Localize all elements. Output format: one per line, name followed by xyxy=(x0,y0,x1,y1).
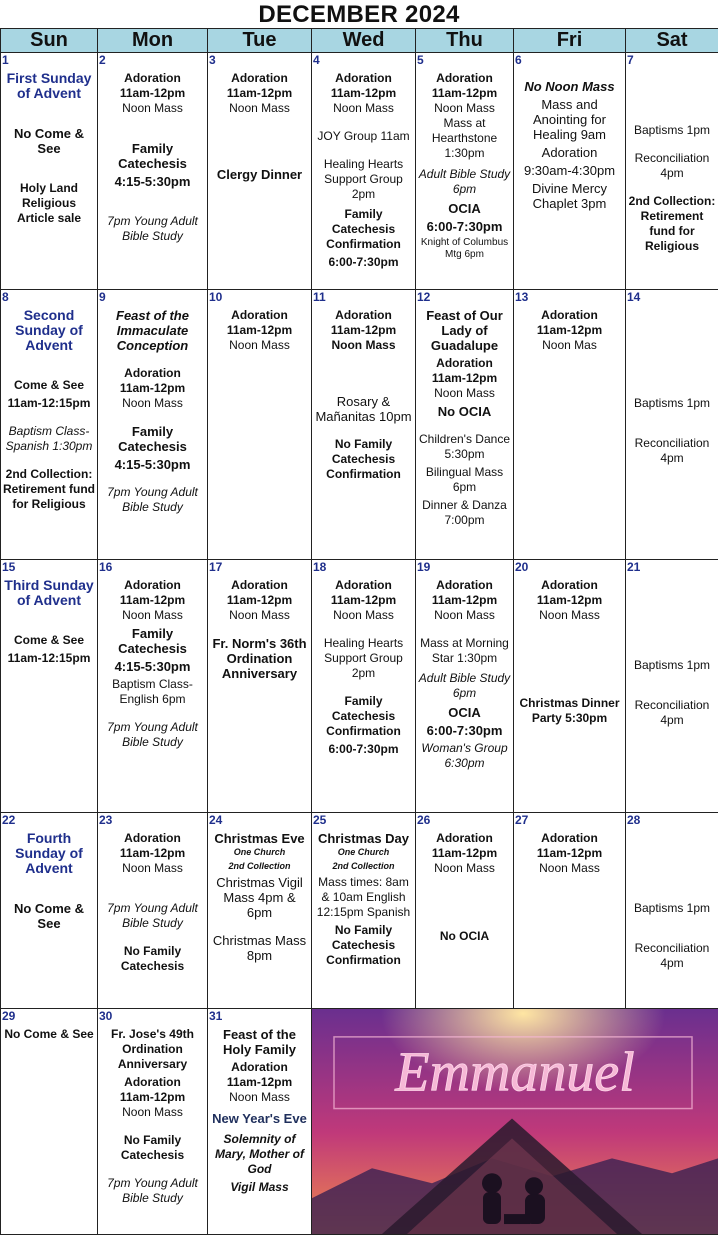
day-cell-9 xyxy=(98,290,208,560)
event: Adoration xyxy=(335,578,392,592)
event-time: 11am-12pm xyxy=(119,1090,186,1104)
event: Clergy Dinner xyxy=(216,167,303,182)
event-time: 11am-12pm xyxy=(119,593,186,607)
event-time: 9:30am-4:30pm xyxy=(523,163,616,178)
day-cell-3 xyxy=(208,53,312,290)
event: Noon Mass xyxy=(229,1090,290,1104)
event: 2nd Collection xyxy=(332,861,395,871)
day-number: 29 xyxy=(2,1009,16,1023)
event-title: Christmas Eve xyxy=(214,831,305,846)
day-cell-14 xyxy=(626,290,718,560)
event-time: 11am-12pm xyxy=(536,593,603,607)
event-time: 11am-12pm xyxy=(226,593,293,607)
event: 7pm Young Adult Bible Study xyxy=(107,1176,198,1205)
event: No Come & See xyxy=(13,901,85,931)
week-row xyxy=(1,560,718,813)
day-number: 24 xyxy=(209,813,223,827)
event: Healing Hearts Support Group 2pm xyxy=(323,636,404,680)
event: Family Catechesis Confirmation xyxy=(326,207,401,251)
event: Noon Mass xyxy=(434,101,495,115)
day-cell-30 xyxy=(98,1009,208,1235)
day-cell-21 xyxy=(626,560,718,813)
day-cell-29 xyxy=(1,1009,98,1235)
event: Adoration xyxy=(335,71,392,85)
day-number: 10 xyxy=(209,290,223,304)
event: Baptism Class- Spanish 1:30pm xyxy=(5,424,93,453)
day-number: 31 xyxy=(209,1009,223,1023)
event-time: 11am-12pm xyxy=(119,86,186,100)
event-title: Feast of Our Lady of Guadalupe xyxy=(426,308,503,353)
event: Christmas Mass 8pm xyxy=(212,933,307,963)
event: Noon Mass xyxy=(539,861,600,875)
event-time: 11am-12pm xyxy=(226,323,293,337)
event: Children's Dance 5:30pm xyxy=(418,432,510,461)
day-number: 30 xyxy=(99,1009,113,1023)
event-time: 11am-12pm xyxy=(536,323,603,337)
event: Noon Mass xyxy=(434,861,495,875)
day-cell-6 xyxy=(514,53,626,290)
day-number: 3 xyxy=(209,53,216,67)
event-time: 6:00-7:30pm xyxy=(328,742,399,756)
event: No Family Catechesis xyxy=(120,1133,185,1162)
event: OCIA xyxy=(448,705,481,720)
event: Noon Mass xyxy=(333,608,394,622)
event: Noon Mas xyxy=(542,338,597,352)
week-row xyxy=(1,290,718,560)
event: Noon Mass xyxy=(122,101,183,115)
calendar-grid xyxy=(0,28,718,1235)
event: Reconciliation 4pm xyxy=(634,151,710,180)
event: Mass times: 8am & 10am English 12:15pm Spanish xyxy=(316,875,411,919)
day-number: 17 xyxy=(209,560,223,574)
event: Adult Bible Study 6pm xyxy=(418,167,511,196)
day-number: 12 xyxy=(417,290,431,304)
event: No Come & See xyxy=(13,126,85,156)
event-time: 11am-12pm xyxy=(536,846,603,860)
event: Adoration xyxy=(124,1075,181,1089)
day-cell-27 xyxy=(514,813,626,1009)
event: Fr. Norm's 36th Ordination Anniversary xyxy=(212,636,307,681)
day-cell-5 xyxy=(416,53,514,290)
day-number: 21 xyxy=(627,560,641,574)
event: New Year's Eve xyxy=(212,1111,307,1126)
day-cell-17 xyxy=(208,560,312,813)
event-time: 11am-12pm xyxy=(431,371,498,385)
day-cell-23 xyxy=(98,813,208,1009)
weekday-fri: Fri xyxy=(514,29,626,53)
event-title: Feast of the Holy Family xyxy=(223,1027,296,1057)
day-number: 9 xyxy=(99,290,106,304)
event-time: 4:15-5:30pm xyxy=(114,174,191,189)
event: Adoration xyxy=(335,308,392,322)
event: Rosary & Mañanitas 10pm xyxy=(315,394,412,424)
event: Adoration xyxy=(541,578,598,592)
weekday-wed: Wed xyxy=(312,29,416,53)
event-title: Third Sunday of Advent xyxy=(4,577,94,608)
event-time: 11am-12pm xyxy=(431,86,498,100)
event-time: 4:15-5:30pm xyxy=(114,659,191,674)
day-cell-31 xyxy=(208,1009,312,1235)
day-cell-24 xyxy=(208,813,312,1009)
event: No Come & See xyxy=(4,1027,94,1041)
event: Knight of Columbus Mtg 6pm xyxy=(420,237,509,260)
emmanuel-text: Emmanuel xyxy=(395,1041,635,1104)
event: No Family Catechesis Confirmation xyxy=(326,437,401,481)
event-time: 11am-12pm xyxy=(431,593,498,607)
day-number: 20 xyxy=(515,560,529,574)
event: Family Catechesis xyxy=(118,626,187,656)
event: Mass and Anointing for Healing 9am xyxy=(533,97,606,142)
event: Mass at Hearthstone 1:30pm xyxy=(431,116,498,160)
event: Adoration xyxy=(231,578,288,592)
event: Healing Hearts Support Group 2pm xyxy=(323,157,404,201)
event: Adoration xyxy=(436,831,493,845)
event: No Noon Mass xyxy=(524,79,615,94)
day-cell-18 xyxy=(312,560,416,813)
event: Christmas Dinner Party 5:30pm xyxy=(519,696,620,725)
day-number: 1 xyxy=(2,53,9,67)
event-time: 11am-12pm xyxy=(226,1075,293,1089)
event: Adoration xyxy=(436,578,493,592)
event: Noon Mass xyxy=(229,338,290,352)
weekday-header-row xyxy=(1,29,718,53)
event: 7pm Young Adult Bible Study xyxy=(107,720,198,749)
calendar-title: DECEMBER 2024 xyxy=(258,1,460,28)
event: Noon Mass xyxy=(434,608,495,622)
event: Adoration xyxy=(541,308,598,322)
event: Mass at Morning Star 1:30pm xyxy=(420,636,509,665)
day-number: 4 xyxy=(313,53,320,67)
week-row xyxy=(1,1009,718,1235)
event: Noon Mass xyxy=(229,608,290,622)
event: Baptism Class- English 6pm xyxy=(112,677,193,706)
day-number: 13 xyxy=(515,290,529,304)
event: Noon Mass xyxy=(434,386,495,400)
event: 2nd Collection: Retirement fund for Religious xyxy=(628,194,716,253)
event-time: 11am-12pm xyxy=(330,593,397,607)
event-title: First Sunday of Advent xyxy=(6,70,92,101)
event: Baptisms 1pm xyxy=(633,123,711,137)
day-cell-20 xyxy=(514,560,626,813)
event-time: 11am-12pm xyxy=(330,86,397,100)
day-cell-4 xyxy=(312,53,416,290)
day-number: 11 xyxy=(313,290,326,304)
event: Baptisms 1pm xyxy=(633,901,711,915)
day-cell-28 xyxy=(626,813,718,1009)
event: Noon Mass xyxy=(229,101,290,115)
event: One Church xyxy=(337,847,390,857)
event: Woman's Group 6:30pm xyxy=(421,741,508,770)
day-number: 6 xyxy=(515,53,522,67)
event: Adoration xyxy=(231,1060,288,1074)
event: Noon Mass xyxy=(122,608,183,622)
event: Adoration xyxy=(124,366,181,380)
event-time: 11am-12:15pm xyxy=(7,651,91,665)
event-title: Fourth Sunday of Advent xyxy=(15,830,83,876)
event: 2nd Collection xyxy=(228,861,291,871)
emmanuel-image xyxy=(312,1009,718,1235)
event: 7pm Young Adult Bible Study xyxy=(107,214,198,243)
event: Adoration xyxy=(231,308,288,322)
event: Adoration xyxy=(124,71,181,85)
event-time: 11am-12pm xyxy=(330,323,397,337)
day-cell-1 xyxy=(1,53,98,290)
event: No Family Catechesis Confirmation xyxy=(326,923,401,967)
day-number: 5 xyxy=(417,53,424,67)
event: Reconciliation 4pm xyxy=(634,436,710,465)
day-number: 22 xyxy=(2,813,16,827)
day-cell-11 xyxy=(312,290,416,560)
event: Adoration xyxy=(124,578,181,592)
event: Family Catechesis xyxy=(118,141,187,171)
event: Noon Mass xyxy=(122,396,183,410)
day-number: 2 xyxy=(99,53,106,67)
week-row xyxy=(1,53,718,290)
event-time: 6:00-7:30pm xyxy=(426,219,503,234)
event: Adoration xyxy=(541,145,598,160)
week-row xyxy=(1,813,718,1009)
day-cell-19 xyxy=(416,560,514,813)
day-cell-2 xyxy=(98,53,208,290)
event: Christmas Vigil Mass 4pm & 6pm xyxy=(216,875,303,920)
event: Baptisms 1pm xyxy=(633,658,711,672)
day-cell-26 xyxy=(416,813,514,1009)
event-title: Christmas Day xyxy=(317,831,410,846)
day-number: 7 xyxy=(627,53,634,67)
weekday-mon: Mon xyxy=(98,29,208,53)
event: Noon Mass xyxy=(539,608,600,622)
day-cell-12 xyxy=(416,290,514,560)
event: Divine Mercy Chaplet 3pm xyxy=(531,181,608,211)
day-number: 27 xyxy=(515,813,529,827)
day-number: 16 xyxy=(99,560,113,574)
day-number: 26 xyxy=(417,813,431,827)
event: No OCIA xyxy=(437,404,492,419)
event-time: 4:15-5:30pm xyxy=(114,457,191,472)
event: Baptisms 1pm xyxy=(633,396,711,410)
day-number: 28 xyxy=(627,813,641,827)
weekday-sat: Sat xyxy=(626,29,718,53)
event: Come & See xyxy=(13,378,85,392)
event: OCIA xyxy=(448,201,481,216)
day-cell-15 xyxy=(1,560,98,813)
event-time: 11am-12:15pm xyxy=(7,396,91,410)
event-time: 6:00-7:30pm xyxy=(328,255,399,269)
day-cell-13 xyxy=(514,290,626,560)
event: 2nd Collection: Retirement fund for Religious xyxy=(3,467,96,511)
event-time: 11am-12pm xyxy=(431,846,498,860)
event: Fr. Jose's 49th Ordination Anniversary xyxy=(111,1027,194,1071)
event: Solemnity of Mary, Mother of God xyxy=(215,1132,304,1176)
event: JOY Group 11am xyxy=(317,129,410,143)
day-cell-25 xyxy=(312,813,416,1009)
day-number: 25 xyxy=(313,813,327,827)
weekday-tue: Tue xyxy=(208,29,312,53)
nativity-illustration xyxy=(312,1009,718,1234)
weekday-thu: Thu xyxy=(416,29,514,53)
event: Family Catechesis xyxy=(118,424,187,454)
event: Dinner & Danza 7:00pm xyxy=(422,498,507,527)
event: Adoration xyxy=(231,71,288,85)
event-time: 6:00-7:30pm xyxy=(426,723,503,738)
event: Reconciliation 4pm xyxy=(634,698,710,727)
event: Noon Mass xyxy=(122,861,183,875)
event: Adoration xyxy=(124,831,181,845)
event-title: Feast of the Immaculate Conception xyxy=(116,308,189,353)
event-time: 11am-12pm xyxy=(119,846,186,860)
event: One Church xyxy=(233,847,286,857)
event: Come & See xyxy=(13,633,85,647)
day-number: 8 xyxy=(2,290,9,304)
day-cell-16 xyxy=(98,560,208,813)
event: Noon Mass xyxy=(333,101,394,115)
day-cell-7 xyxy=(626,53,718,290)
event: Adoration xyxy=(436,71,493,85)
event-time: 11am-12pm xyxy=(226,86,293,100)
event: No OCIA xyxy=(439,929,490,943)
event: No Family Catechesis xyxy=(120,944,185,973)
event: Adoration xyxy=(436,356,493,370)
event: Noon Mass xyxy=(331,338,396,352)
event: Adult Bible Study 6pm xyxy=(418,671,511,700)
event: Holy Land Religious Article sale xyxy=(16,181,82,225)
day-number: 23 xyxy=(99,813,113,827)
event: 7pm Young Adult Bible Study xyxy=(107,485,198,514)
event: Noon Mass xyxy=(122,1105,183,1119)
event: 7pm Young Adult Bible Study xyxy=(107,901,198,930)
day-cell-22 xyxy=(1,813,98,1009)
day-number: 15 xyxy=(2,560,16,574)
day-number: 19 xyxy=(417,560,431,574)
day-number: 18 xyxy=(313,560,327,574)
event: Bilingual Mass 6pm xyxy=(425,465,504,494)
event-time: 11am-12pm xyxy=(119,381,186,395)
event: Family Catechesis Confirmation xyxy=(326,694,401,738)
day-cell-8 xyxy=(1,290,98,560)
event-title: Second Sunday of Advent xyxy=(15,307,83,353)
event: Vigil Mass xyxy=(230,1180,289,1194)
weekday-sun: Sun xyxy=(1,29,98,53)
day-cell-10 xyxy=(208,290,312,560)
event: Adoration xyxy=(541,831,598,845)
day-number: 14 xyxy=(627,290,641,304)
event: Reconciliation 4pm xyxy=(634,941,710,970)
